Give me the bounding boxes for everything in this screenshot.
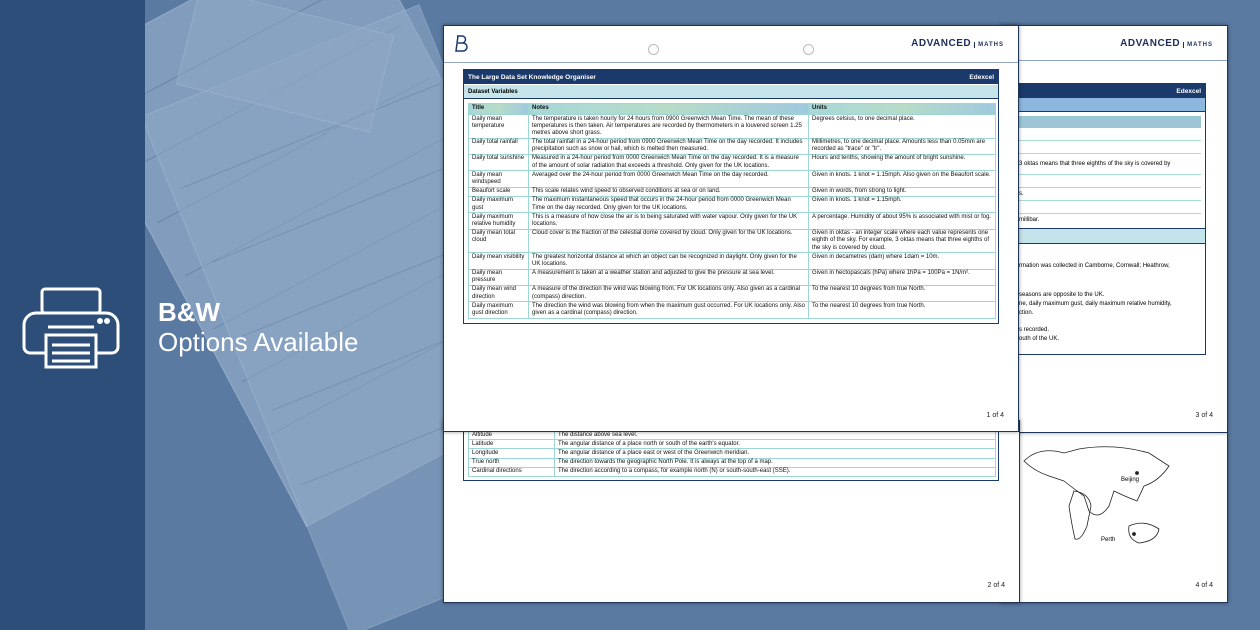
snippet: 3 oktas means that three eighths of the sky is covered by xyxy=(1019,154,1201,175)
snippet: rmation was collected in Camborne, Cornwall; Heathrow, xyxy=(1019,263,1170,269)
table-cell: Averaged over the 24-hour period from 0000 Greenwich Mean Time on the day recorded. xyxy=(529,171,809,187)
snippet: s. xyxy=(1019,188,1201,201)
table-cell: A measurement is taken at a weather station and adjusted to give the pressure at sea level. xyxy=(529,269,809,285)
knowledge-organiser-table xyxy=(463,69,999,324)
table-cell: A percentage. Humidity of about 95% is associated with mist or fog. xyxy=(809,213,996,229)
brand-logo: ADVANCED MATHS xyxy=(1120,38,1213,49)
snippet: ne, daily maximum gust, daily maximum relative humidity, xyxy=(1019,301,1172,307)
table-cell: Given in hectopascals (hPa) where 1hPa = 100Pa = 1N/m². xyxy=(809,269,996,285)
table-row xyxy=(469,213,996,229)
table-cell: The direction the wind was blowing from when the maximum gust occurred. For UK locations only. Also given as a cardinal (compass) direction. xyxy=(529,302,809,318)
table-cell: Millimetres, to one decimal place. Amounts less than 0.05mm are recorded as "trace" or "tr". xyxy=(809,138,996,154)
snippet: s recorded. xyxy=(1019,327,1050,333)
table-cell: The direction according to a compass, for example north (N) or south-south-east (SSE). xyxy=(555,467,996,476)
column-header: Units xyxy=(809,104,996,115)
table-row xyxy=(469,154,996,170)
page-3 xyxy=(1000,25,1228,433)
table-cell: This scale relates wind speed to observed conditions at sea or on land. xyxy=(529,187,809,196)
table-cell: Given in words, from strong to light. xyxy=(809,187,996,196)
table-cell: Daily mean visibility xyxy=(469,253,529,269)
table-cell: Daily mean pressure xyxy=(469,269,529,285)
table-cell: Given in oktas - an integer scale where each value represents one eighth of the sky. For example, 3 oktas means that three eighths of the sky is covered by cloud. xyxy=(809,229,996,253)
table-cell: Daily total rainfall xyxy=(469,138,529,154)
table-row xyxy=(469,138,996,154)
snippet: ction. xyxy=(1019,310,1034,316)
table-row xyxy=(469,196,996,212)
table-cell: Daily total sunshine xyxy=(469,154,529,170)
page-1 xyxy=(443,25,1019,432)
table-row xyxy=(469,285,996,301)
table-cell: The angular distance of a place east or west of the Greenwich meridian. xyxy=(555,449,996,458)
table-cell: Hours and tenths, showing the amount of bright sunshine. xyxy=(809,154,996,170)
table-cell: Daily mean temperature xyxy=(469,115,529,139)
table-cell: The temperature is taken hourly for 24 hours from 0900 Greenwich Mean Time. The mean of these temperatures is then taken. Air temperatures are recorded by thermometers in a louvered screen 1.25 metres above short grass. xyxy=(529,115,809,139)
table-cell: True north xyxy=(469,458,555,467)
table-cell: Altitude xyxy=(469,431,555,440)
page-number: 3 of 4 xyxy=(1195,412,1213,419)
table-cell: Longitude xyxy=(469,449,555,458)
page-4 xyxy=(1000,432,1228,603)
table-cell: Degrees celsius, to one decimal place. xyxy=(809,115,996,139)
column-header: Title xyxy=(469,104,529,115)
table-row xyxy=(469,171,996,187)
promo-title: B&W xyxy=(158,297,221,327)
b-logo-icon xyxy=(454,34,470,52)
table-cell: A measure of the direction the wind was blowing from. For UK locations only. Also given as a cardinal (compass) direction. xyxy=(529,285,809,301)
table-row xyxy=(469,229,996,253)
table-cell: Daily maximum gust direction xyxy=(469,302,529,318)
table-cell: The distance above sea level. xyxy=(555,431,996,440)
table-cell: Given in decametres (dam) where 1dam = 10m. xyxy=(809,253,996,269)
table-row xyxy=(469,187,996,196)
table-cell: The direction towards the geographic North Pole. It is always at the top of a map. xyxy=(555,458,996,467)
table-cell: Daily maximum relative humidity xyxy=(469,213,529,229)
table-cell: Cloud cover is the fraction of the celestial dome covered by cloud. Only given for the UK locations. xyxy=(529,229,809,253)
table-cell: Beaufort scale xyxy=(469,187,529,196)
map-label-beijing: Beijing xyxy=(1121,477,1140,483)
table-title: The Large Data Set Knowledge Organiser xyxy=(468,73,596,81)
table-cell: The greatest horizontal distance at which an object can be recognized in daylight. Only given for the UK locations. xyxy=(529,253,809,269)
section-title: Dataset Variables xyxy=(464,85,998,99)
table-cell: The maximum instantaneous speed that occurs in the 24-hour period from 0000 Greenwich Mean Time on the day recorded. Only given for the UK locations. xyxy=(529,196,809,212)
page-2 xyxy=(443,420,1020,603)
snippet: millibar. xyxy=(1019,217,1040,223)
exam-board: Edexcel xyxy=(969,73,994,81)
bw-promo xyxy=(20,285,390,375)
page-number: 1 of 4 xyxy=(986,412,1004,419)
column-header: Notes xyxy=(529,104,809,115)
table-cell: Daily mean wind direction xyxy=(469,285,529,301)
brand-logo: ADVANCED MATHS xyxy=(911,38,1004,49)
table-row xyxy=(469,458,996,467)
table-cell: Daily mean windspeed xyxy=(469,171,529,187)
table-cell: Given in knots. 1 knot = 1.15mph. Also given on the Beaufort scale. xyxy=(809,171,996,187)
table-cell: To the nearest 10 degrees from true North. xyxy=(809,285,996,301)
snippet: seasons are opposite to the UK. xyxy=(1019,292,1105,298)
table-cell: Daily mean total cloud xyxy=(469,229,529,253)
table-row xyxy=(469,115,996,139)
table-row xyxy=(469,467,996,476)
table-cell: This is a measure of how close the air is to being saturated with water vapour. Only given for the UK locations. xyxy=(529,213,809,229)
map-label-perth: Perth xyxy=(1101,537,1116,543)
table-row xyxy=(469,302,996,318)
table-cell: The total rainfall in a 24-hour period from 0900 Greenwich Mean Time on the day recorded. It includes precipitation such as snow or hail, which is melted then measured. xyxy=(529,138,809,154)
table-cell: The angular distance of a place north or south of the earth's equator. xyxy=(555,440,996,449)
table-row xyxy=(469,269,996,285)
table-row xyxy=(469,253,996,269)
table-cell: Cardinal directions xyxy=(469,467,555,476)
page-number: 2 of 4 xyxy=(987,582,1005,589)
table-cell: Latitude xyxy=(469,440,555,449)
table-cell: To the nearest 10 degrees from true North. xyxy=(809,302,996,318)
exam-board: Edexcel xyxy=(1176,87,1201,95)
page-number: 4 of 4 xyxy=(1195,582,1213,589)
printer-icon xyxy=(20,285,122,371)
world-map xyxy=(1019,441,1179,556)
table-row xyxy=(469,449,996,458)
promo-subtitle: Options Available xyxy=(158,327,359,357)
snippet: outh of the UK. xyxy=(1019,336,1060,342)
table-cell: Given in knots. 1 knot = 1.15mph. xyxy=(809,196,996,212)
table-cell: Measured in a 24-hour period from 0000 Greenwich Mean Time on the day recorded. It is a measure of the amount of solar radiation that exceeds a threshold. Only given for the UK locations. xyxy=(529,154,809,170)
table-cell: Daily maximum gust xyxy=(469,196,529,212)
table-row xyxy=(469,440,996,449)
